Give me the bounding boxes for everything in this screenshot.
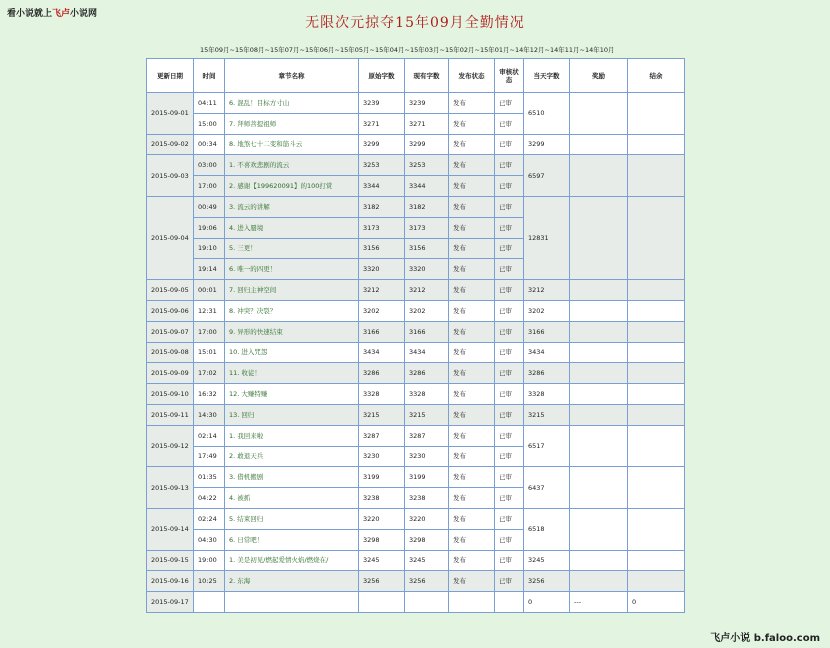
publish-status-cell: 发布 bbox=[449, 280, 495, 301]
reward-cell bbox=[570, 342, 628, 363]
time-cell: 03:00 bbox=[194, 155, 225, 176]
time-cell: 16:32 bbox=[194, 384, 225, 405]
audit-status-cell: 已审 bbox=[495, 384, 524, 405]
chapter-link[interactable]: 7. 拜师菩提祖师 bbox=[225, 113, 359, 134]
current-words-cell: 3215 bbox=[405, 404, 449, 425]
empty-cell bbox=[405, 592, 449, 613]
original-words-cell: 3256 bbox=[359, 571, 405, 592]
reward-cell bbox=[570, 363, 628, 384]
date-cell: 2015-09-04 bbox=[147, 196, 194, 279]
month-link[interactable]: 15年06月 ~ bbox=[305, 46, 340, 54]
month-link[interactable]: 14年12月 ~ bbox=[515, 46, 550, 54]
reward-cell bbox=[570, 321, 628, 342]
month-link[interactable]: 14年11月 ~ bbox=[550, 46, 585, 54]
empty-cell bbox=[495, 592, 524, 613]
chapter-link[interactable]: 4. 被抓 bbox=[225, 488, 359, 509]
table-row bbox=[147, 300, 685, 321]
original-words-cell: 3287 bbox=[359, 425, 405, 446]
original-words-cell: 3245 bbox=[359, 550, 405, 571]
publish-status-cell: 发布 bbox=[449, 196, 495, 217]
date-cell: 2015-09-17 bbox=[147, 592, 194, 613]
time-cell: 19:06 bbox=[194, 217, 225, 238]
chapter-link[interactable]: 4. 进入蜃境 bbox=[225, 217, 359, 238]
time-cell: 00:34 bbox=[194, 134, 225, 155]
table-row bbox=[147, 342, 685, 363]
audit-status-cell: 已审 bbox=[495, 280, 524, 301]
publish-status-cell: 发布 bbox=[449, 508, 495, 529]
balance-cell bbox=[628, 280, 685, 301]
balance-cell bbox=[628, 508, 685, 550]
table-row bbox=[147, 571, 685, 592]
empty-cell bbox=[359, 592, 405, 613]
header-date: 更新日期 bbox=[147, 59, 194, 93]
balance-cell bbox=[628, 134, 685, 155]
balance-cell bbox=[628, 404, 685, 425]
daily-words-cell: 3245 bbox=[524, 550, 570, 571]
time-cell: 04:11 bbox=[194, 93, 225, 114]
time-cell: 15:00 bbox=[194, 113, 225, 134]
time-cell: 00:01 bbox=[194, 280, 225, 301]
daily-words-cell: 3286 bbox=[524, 363, 570, 384]
reward-cell bbox=[570, 467, 628, 509]
time-cell: 02:24 bbox=[194, 508, 225, 529]
publish-status-cell: 发布 bbox=[449, 529, 495, 550]
daily-words-cell: 6437 bbox=[524, 467, 570, 509]
audit-status-cell: 已审 bbox=[495, 93, 524, 114]
publish-status-cell: 发布 bbox=[449, 113, 495, 134]
original-words-cell: 3166 bbox=[359, 321, 405, 342]
audit-status-cell: 已审 bbox=[495, 550, 524, 571]
table-header-row bbox=[147, 59, 685, 93]
original-words-cell: 3212 bbox=[359, 280, 405, 301]
audit-status-cell: 已审 bbox=[495, 425, 524, 446]
month-link[interactable]: 15年05月 ~ bbox=[340, 46, 375, 54]
publish-status-cell: 发布 bbox=[449, 217, 495, 238]
site-title-part2: 小说网 bbox=[70, 9, 98, 19]
publish-status-cell: 发布 bbox=[449, 259, 495, 280]
time-cell: 15:01 bbox=[194, 342, 225, 363]
reward-cell bbox=[570, 300, 628, 321]
time-cell: 17:49 bbox=[194, 446, 225, 467]
original-words-cell: 3298 bbox=[359, 529, 405, 550]
audit-status-cell: 已审 bbox=[495, 300, 524, 321]
page-title: 无限次元掠夺15年09月全勤情况 bbox=[305, 15, 525, 31]
current-words-cell: 3230 bbox=[405, 446, 449, 467]
date-cell: 2015-09-10 bbox=[147, 384, 194, 405]
time-cell: 19:10 bbox=[194, 238, 225, 259]
header-original-words: 原始字数 bbox=[359, 59, 405, 93]
month-link[interactable]: 15年01月 ~ bbox=[480, 46, 515, 54]
time-cell: 10:25 bbox=[194, 571, 225, 592]
publish-status-cell: 发布 bbox=[449, 363, 495, 384]
original-words-cell: 3320 bbox=[359, 259, 405, 280]
daily-words-cell: 0 bbox=[524, 592, 570, 613]
date-cell: 2015-09-16 bbox=[147, 571, 194, 592]
table-row bbox=[147, 467, 685, 488]
time-cell: 17:00 bbox=[194, 176, 225, 197]
time-cell: 02:14 bbox=[194, 425, 225, 446]
date-cell: 2015-09-14 bbox=[147, 508, 194, 550]
current-words-cell: 3328 bbox=[405, 384, 449, 405]
balance-cell bbox=[628, 196, 685, 279]
chapter-link[interactable]: 2. 东海 bbox=[225, 571, 359, 592]
audit-status-cell: 已审 bbox=[495, 571, 524, 592]
time-cell: 04:22 bbox=[194, 488, 225, 509]
date-cell: 2015-09-08 bbox=[147, 342, 194, 363]
audit-status-cell: 已审 bbox=[495, 176, 524, 197]
daily-words-cell: 6510 bbox=[524, 93, 570, 135]
reward-cell: --- bbox=[570, 592, 628, 613]
current-words-cell: 3287 bbox=[405, 425, 449, 446]
chapter-link[interactable]: 1. 我回来啦 bbox=[225, 425, 359, 446]
chapter-link[interactable]: 3. 流云的讲解 bbox=[225, 196, 359, 217]
audit-status-cell: 已审 bbox=[495, 321, 524, 342]
date-cell: 2015-09-01 bbox=[147, 93, 194, 135]
table-row bbox=[147, 592, 685, 613]
daily-words-cell: 3299 bbox=[524, 134, 570, 155]
current-words-cell: 3239 bbox=[405, 93, 449, 114]
date-cell: 2015-09-02 bbox=[147, 134, 194, 155]
original-words-cell: 3299 bbox=[359, 134, 405, 155]
original-words-cell: 3215 bbox=[359, 404, 405, 425]
month-nav bbox=[200, 45, 640, 54]
original-words-cell: 3230 bbox=[359, 446, 405, 467]
daily-words-cell: 3256 bbox=[524, 571, 570, 592]
original-words-cell: 3271 bbox=[359, 113, 405, 134]
month-link[interactable]: 15年08月 ~ bbox=[235, 46, 270, 54]
time-cell: 17:02 bbox=[194, 363, 225, 384]
audit-status-cell: 已审 bbox=[495, 404, 524, 425]
table-row bbox=[147, 363, 685, 384]
publish-status-cell: 发布 bbox=[449, 488, 495, 509]
chapter-link[interactable]: 6. 日常吧！ bbox=[225, 529, 359, 550]
header-chapter: 章节名称 bbox=[225, 59, 359, 93]
daily-words-cell: 3215 bbox=[524, 404, 570, 425]
audit-status-cell: 已审 bbox=[495, 134, 524, 155]
current-words-cell: 3320 bbox=[405, 259, 449, 280]
time-cell: 12:31 bbox=[194, 300, 225, 321]
chapter-link[interactable]: 7. 回归主神空间 bbox=[225, 280, 359, 301]
balance-cell bbox=[628, 342, 685, 363]
month-link[interactable]: 15年07月 ~ bbox=[270, 46, 305, 54]
table-row bbox=[147, 550, 685, 571]
month-link[interactable]: 14年10月 bbox=[585, 46, 615, 54]
daily-words-cell: 12831 bbox=[524, 196, 570, 279]
current-words-cell: 3299 bbox=[405, 134, 449, 155]
table-row bbox=[147, 425, 685, 446]
daily-words-cell: 6518 bbox=[524, 508, 570, 550]
table-row bbox=[147, 196, 685, 217]
audit-status-cell: 已审 bbox=[495, 508, 524, 529]
chapter-link[interactable]: 5. 结束回归 bbox=[225, 508, 359, 529]
reward-cell bbox=[570, 384, 628, 405]
balance-cell: 0 bbox=[628, 592, 685, 613]
reward-cell bbox=[570, 280, 628, 301]
current-words-cell: 3156 bbox=[405, 238, 449, 259]
audit-status-cell: 已审 bbox=[495, 342, 524, 363]
publish-status-cell: 发布 bbox=[449, 571, 495, 592]
chapter-link[interactable]: 9. 异形的快速结束 bbox=[225, 321, 359, 342]
month-link[interactable]: 15年02月 ~ bbox=[445, 46, 480, 54]
date-cell: 2015-09-15 bbox=[147, 550, 194, 571]
publish-status-cell: 发布 bbox=[449, 134, 495, 155]
balance-cell bbox=[628, 550, 685, 571]
balance-cell bbox=[628, 155, 685, 197]
current-words-cell: 3271 bbox=[405, 113, 449, 134]
chapter-link[interactable]: 2. 感谢【199620091】的100打赏 bbox=[225, 176, 359, 197]
header-daily-words: 当天字数 bbox=[524, 59, 570, 93]
balance-cell bbox=[628, 363, 685, 384]
time-cell: 19:14 bbox=[194, 259, 225, 280]
chapter-link[interactable]: 13. 回归 bbox=[225, 404, 359, 425]
footer-brand: 飞卢小说 b.faloo.com bbox=[710, 633, 820, 644]
time-cell: 17:00 bbox=[194, 321, 225, 342]
publish-status-cell: 发布 bbox=[449, 93, 495, 114]
chapter-link[interactable]: 8. 冲突？决裂？ bbox=[225, 300, 359, 321]
original-words-cell: 3286 bbox=[359, 363, 405, 384]
balance-cell bbox=[628, 467, 685, 509]
audit-status-cell: 已审 bbox=[495, 217, 524, 238]
current-words-cell: 3173 bbox=[405, 217, 449, 238]
daily-words-cell: 3212 bbox=[524, 280, 570, 301]
original-words-cell: 3238 bbox=[359, 488, 405, 509]
reward-cell bbox=[570, 93, 628, 135]
daily-words-cell: 3434 bbox=[524, 342, 570, 363]
original-words-cell: 3156 bbox=[359, 238, 405, 259]
publish-status-cell: 发布 bbox=[449, 404, 495, 425]
current-words-cell: 3253 bbox=[405, 155, 449, 176]
balance-cell bbox=[628, 425, 685, 467]
table-row bbox=[147, 134, 685, 155]
original-words-cell: 3182 bbox=[359, 196, 405, 217]
header-audit-status: 审核状态 bbox=[495, 59, 524, 93]
current-words-cell: 3256 bbox=[405, 571, 449, 592]
audit-status-cell: 已审 bbox=[495, 529, 524, 550]
reward-cell bbox=[570, 134, 628, 155]
site-title-accent: 飞卢 bbox=[52, 9, 71, 19]
original-words-cell: 3202 bbox=[359, 300, 405, 321]
empty-cell bbox=[194, 592, 225, 613]
chapter-link[interactable]: 6. 唯一的四更！ bbox=[225, 259, 359, 280]
daily-words-cell: 3202 bbox=[524, 300, 570, 321]
current-words-cell: 3434 bbox=[405, 342, 449, 363]
header-time: 时间 bbox=[194, 59, 225, 93]
time-cell: 04:30 bbox=[194, 529, 225, 550]
audit-status-cell: 已审 bbox=[495, 196, 524, 217]
daily-words-cell: 6517 bbox=[524, 425, 570, 467]
reward-cell bbox=[570, 550, 628, 571]
table-row bbox=[147, 321, 685, 342]
time-cell: 14:30 bbox=[194, 404, 225, 425]
date-cell: 2015-09-12 bbox=[147, 425, 194, 467]
chapter-link[interactable]: 12. 大赚特赚 bbox=[225, 384, 359, 405]
original-words-cell: 3434 bbox=[359, 342, 405, 363]
chapter-link[interactable]: 10. 进入咒怨 bbox=[225, 342, 359, 363]
month-link[interactable]: 15年04月 ~ bbox=[375, 46, 410, 54]
empty-cell bbox=[225, 592, 359, 613]
date-cell: 2015-09-06 bbox=[147, 300, 194, 321]
current-words-cell: 3182 bbox=[405, 196, 449, 217]
current-words-cell: 3199 bbox=[405, 467, 449, 488]
time-cell: 00:49 bbox=[194, 196, 225, 217]
original-words-cell: 3220 bbox=[359, 508, 405, 529]
chapter-link[interactable]: 8. 地煞七十二变和筋斗云 bbox=[225, 134, 359, 155]
chapter-link[interactable]: 3. 借机搬剧 bbox=[225, 467, 359, 488]
time-cell: 19:00 bbox=[194, 550, 225, 571]
month-link[interactable]: 15年03月 ~ bbox=[410, 46, 445, 54]
current-words-cell: 3166 bbox=[405, 321, 449, 342]
reward-cell bbox=[570, 571, 628, 592]
publish-status-cell: 发布 bbox=[449, 300, 495, 321]
current-words-cell: 3220 bbox=[405, 508, 449, 529]
audit-status-cell: 已审 bbox=[495, 467, 524, 488]
publish-status-cell: 发布 bbox=[449, 467, 495, 488]
audit-status-cell: 已审 bbox=[495, 238, 524, 259]
daily-words-cell: 3328 bbox=[524, 384, 570, 405]
publish-status-cell: 发布 bbox=[449, 321, 495, 342]
attendance-table bbox=[146, 58, 685, 613]
current-words-cell: 3344 bbox=[405, 176, 449, 197]
balance-cell bbox=[628, 571, 685, 592]
original-words-cell: 3253 bbox=[359, 155, 405, 176]
publish-status-cell: 发布 bbox=[449, 550, 495, 571]
balance-cell bbox=[628, 300, 685, 321]
time-cell: 01:35 bbox=[194, 467, 225, 488]
table-row bbox=[147, 404, 685, 425]
original-words-cell: 3344 bbox=[359, 176, 405, 197]
publish-status-cell: 发布 bbox=[449, 155, 495, 176]
balance-cell bbox=[628, 321, 685, 342]
table-row bbox=[147, 384, 685, 405]
audit-status-cell: 已审 bbox=[495, 363, 524, 384]
empty-cell bbox=[449, 592, 495, 613]
chapter-link[interactable]: 11. 收徒！ bbox=[225, 363, 359, 384]
original-words-cell: 3239 bbox=[359, 93, 405, 114]
table-row bbox=[147, 280, 685, 301]
publish-status-cell: 发布 bbox=[449, 238, 495, 259]
original-words-cell: 3173 bbox=[359, 217, 405, 238]
audit-status-cell: 已审 bbox=[495, 113, 524, 134]
month-link[interactable]: 15年09月 ~ bbox=[200, 46, 235, 54]
header-reward: 奖励 bbox=[570, 59, 628, 93]
daily-words-cell: 6597 bbox=[524, 155, 570, 197]
daily-words-cell: 3166 bbox=[524, 321, 570, 342]
audit-status-cell: 已审 bbox=[495, 446, 524, 467]
audit-status-cell: 已审 bbox=[495, 259, 524, 280]
audit-status-cell: 已审 bbox=[495, 488, 524, 509]
date-cell: 2015-09-05 bbox=[147, 280, 194, 301]
original-words-cell: 3328 bbox=[359, 384, 405, 405]
header-current-words: 现有字数 bbox=[405, 59, 449, 93]
current-words-cell: 3245 bbox=[405, 550, 449, 571]
publish-status-cell: 发布 bbox=[449, 384, 495, 405]
balance-cell bbox=[628, 384, 685, 405]
chapter-link[interactable]: 2. 敢退天兵 bbox=[225, 446, 359, 467]
date-cell: 2015-09-03 bbox=[147, 155, 194, 197]
date-cell: 2015-09-11 bbox=[147, 404, 194, 425]
reward-cell bbox=[570, 508, 628, 550]
header-publish-status: 发布状态 bbox=[449, 59, 495, 93]
table-row bbox=[147, 508, 685, 529]
current-words-cell: 3212 bbox=[405, 280, 449, 301]
audit-status-cell: 已审 bbox=[495, 155, 524, 176]
publish-status-cell: 发布 bbox=[449, 446, 495, 467]
publish-status-cell: 发布 bbox=[449, 425, 495, 446]
current-words-cell: 3298 bbox=[405, 529, 449, 550]
reward-cell bbox=[570, 404, 628, 425]
chapter-link[interactable]: 6. 混乱！目标方寸山 bbox=[225, 93, 359, 114]
date-cell: 2015-09-09 bbox=[147, 363, 194, 384]
chapter-link[interactable]: 5. 三更！ bbox=[225, 238, 359, 259]
reward-cell bbox=[570, 425, 628, 467]
header-balance: 结余 bbox=[628, 59, 685, 93]
current-words-cell: 3286 bbox=[405, 363, 449, 384]
original-words-cell: 3199 bbox=[359, 467, 405, 488]
chapter-link[interactable]: 1. 不喜欢悲剧的流云 bbox=[225, 155, 359, 176]
current-words-cell: 3238 bbox=[405, 488, 449, 509]
current-words-cell: 3202 bbox=[405, 300, 449, 321]
balance-cell bbox=[628, 93, 685, 135]
table-row bbox=[147, 155, 685, 176]
table-row bbox=[147, 93, 685, 114]
chapter-link[interactable]: 1. 美是初见/燃起爱情火焰/燃烧在/ bbox=[225, 550, 359, 571]
date-cell: 2015-09-13 bbox=[147, 467, 194, 509]
date-cell: 2015-09-07 bbox=[147, 321, 194, 342]
reward-cell bbox=[570, 155, 628, 197]
reward-cell bbox=[570, 196, 628, 279]
publish-status-cell: 发布 bbox=[449, 342, 495, 363]
site-title-part1: 看小说就上 bbox=[7, 9, 53, 19]
publish-status-cell: 发布 bbox=[449, 176, 495, 197]
